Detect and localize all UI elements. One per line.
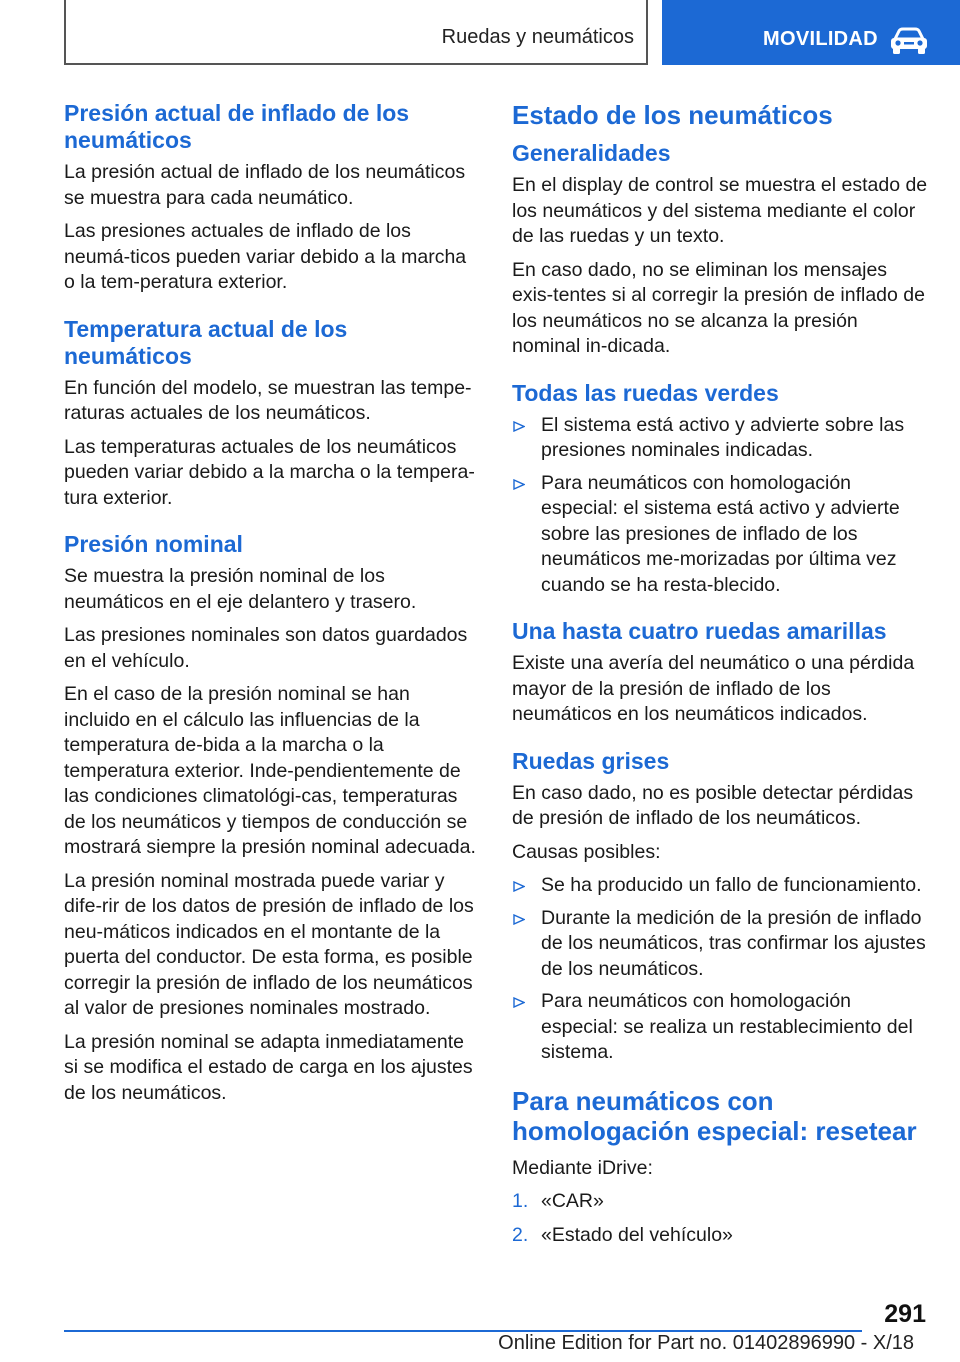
- triangle-bullet-icon: [513, 997, 525, 1008]
- triangle-bullet-icon: [513, 881, 525, 892]
- paragraph: En caso dado, no es posible detectar pérdidas de presión de inflado de los neumáticos.: [512, 781, 914, 829]
- heading-presion-actual: Presión actual de inflado de los neumáticos: [64, 100, 410, 153]
- triangle-bullet-icon: [513, 479, 525, 490]
- list-item-text: Durante la medición de la presión de inflado de los neumáticos, tras confirmar los ajustes de los neumáticos.: [541, 906, 926, 980]
- edition-note: Online Edition for Part no. 01402896990 - X/18: [498, 1332, 914, 1354]
- list-item-text: Para neumáticos con homologación especial: se realiza un restablecimiento del sistema.: [541, 990, 913, 1063]
- heading-temperatura-actual: Temperatura actual de los neumáticos: [64, 315, 348, 369]
- step-text: «Estado del vehículo»: [541, 1223, 733, 1246]
- heading-resetear: Para neumáticos con homologación especial: resetear: [512, 1085, 917, 1146]
- paragraph: Mediante iDrive:: [512, 1156, 653, 1179]
- car-front-icon: [888, 27, 930, 55]
- paragraph: En el display de control se muestra el estado de los neumáticos y del sistema mediante el color de las ruedas y un texto.: [512, 174, 928, 247]
- right-column: [512, 100, 928, 1256]
- list-item: [512, 906, 928, 983]
- chapter-label: MOVILIDAD: [763, 28, 878, 50]
- list-item: [512, 873, 928, 899]
- paragraph: Se muestra la presión nominal de los neumáticos en el eje delantero y trasero.: [64, 565, 417, 613]
- bullet-list: [512, 413, 928, 599]
- bullet-list: [512, 873, 928, 1066]
- list-item: [512, 989, 928, 1066]
- heading-ruedas-amarillas: Una hasta cuatro ruedas amarillas: [512, 618, 887, 644]
- paragraph: Existe una avería del neumático o una pérdida mayor de la presión de inflado de los neumáticos en los neumáticos indicados.: [512, 652, 915, 725]
- step-number: 1.: [512, 1190, 529, 1212]
- chapter-tab[interactable]: [662, 0, 960, 65]
- paragraph: La presión nominal se adapta inmediatamente si se modifica el estado de carga en los ajustes de los neumáticos.: [64, 1030, 473, 1104]
- paragraph: En el caso de la presión nominal se han incluido en el cálculo las influencias de la temperatura de‐bida a la marcha o la temperatura exterior. Inde‐pendientemente de las condiciones climatológi‐cas, temperaturas de los neumáticos y tiempos de conducción se mostrará siempre la presión nominal adecuada.: [64, 683, 476, 858]
- triangle-bullet-icon: [513, 421, 525, 432]
- paragraph: La presión nominal mostrada puede variar y dife‐rir de los datos de presión de inflado de los neu‐máticos indicados en el montante de la puerta del conductor. De esta forma, es posible corregir la presión de inflado de los neumáticos al valor de presiones nominales mostrado.: [64, 869, 474, 1019]
- paragraph: Las presiones actuales de inflado de los neumá‐ticos pueden variar debido a la marcha o la tem‐peratura exterior.: [64, 220, 467, 293]
- header-rule-right: [646, 0, 648, 64]
- list-item: [512, 471, 928, 599]
- heading-generalidades: Generalidades: [512, 140, 671, 166]
- paragraph: En caso dado, no se eliminan los mensajes exis‐tentes si al corregir la presión de inflado de los neumáticos no se alcanza la presión nominal in‐dicada.: [512, 258, 925, 357]
- paragraph: La presión actual de inflado de los neumáticos se muestra para cada neumático.: [64, 161, 466, 209]
- paragraph: En función del modelo, se muestran las tempe‐raturas actuales de los neumáticos.: [64, 376, 472, 424]
- heading-ruedas-grises: Ruedas grises: [512, 747, 670, 774]
- heading-estado-neumaticos: Estado de los neumáticos: [512, 100, 833, 130]
- paragraph: Las presiones nominales son datos guardados en el vehículo.: [64, 624, 468, 672]
- step-text: «CAR»: [541, 1190, 604, 1212]
- list-item-text: Se ha producido un fallo de funcionamiento.: [541, 874, 922, 896]
- header-rule-bottom: [64, 63, 648, 65]
- heading-ruedas-verdes: Todas las ruedas verdes: [512, 379, 779, 406]
- page-number: 291: [884, 1300, 926, 1328]
- paragraph: Las temperaturas actuales de los neumáticos pueden variar debido a la marcha o la tempera‐tura exterior.: [64, 435, 475, 509]
- list-item-text: El sistema está activo y advierte sobre las presiones nominales indicadas.: [541, 413, 905, 461]
- paragraph: Causas posibles:: [512, 840, 661, 863]
- step-item: [512, 1189, 928, 1215]
- step-number: 2.: [512, 1223, 529, 1246]
- triangle-bullet-icon: [513, 914, 525, 925]
- header-rule-left: [64, 0, 66, 64]
- section-title: Ruedas y neumáticos: [441, 26, 634, 48]
- list-item: [512, 413, 928, 464]
- left-column: [64, 100, 480, 1114]
- step-list: [512, 1189, 928, 1248]
- list-item-text: Para neumáticos con homologación especial: el sistema está activo y advierte sobre las presiones de inflado de los neumáticos me‐morizadas por última vez cuando se ha resta‐blecido.: [541, 471, 900, 596]
- heading-presion-nominal: Presión nominal: [64, 531, 243, 557]
- step-item: [512, 1223, 928, 1249]
